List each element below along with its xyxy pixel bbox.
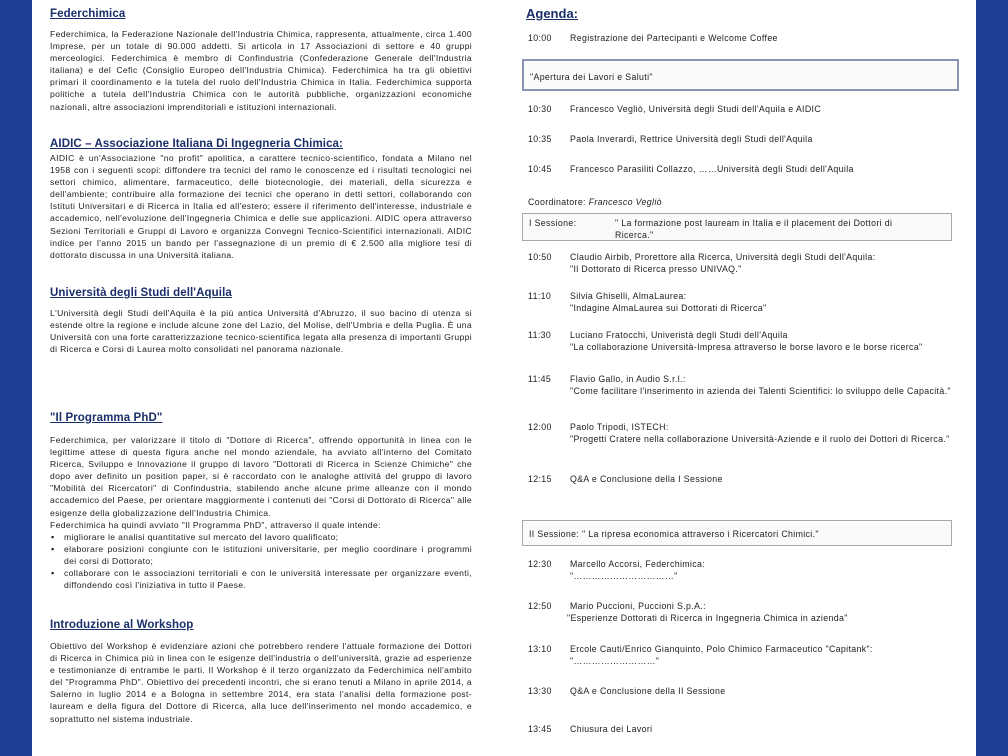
agenda-time: 11:10: [528, 291, 552, 301]
opening-title: "Apertura dei Lavori e Saluti": [530, 72, 653, 82]
session1-title: " La formazione post lauream in Italia e il placement dei Dottori di Ricerca.": [615, 218, 893, 241]
federchimica-heading: Federchimica: [50, 8, 126, 20]
univaq-heading: Università degli Studi dell'Aquila: [50, 287, 232, 299]
agenda-time: 11:45: [528, 374, 552, 384]
programma-heading: "Il Programma PhD": [50, 412, 163, 424]
session1-box: [522, 213, 952, 241]
intro-text: Obiettivo del Workshop è evidenziare azioni che potrebbero rendere l'attuale formazione dei Dottori di Ricerca in Chimica più in linea con le esigenze dell'industria o dell'università, grazie ad esperienze e testimonianze di entrambe le parti. Il Workshop è il terzo organizzato da Federchimica nell'ambito del "Programma PhD". Obiettivo dei precedenti incontri, che si erano tenuti a Milano in aprile 2014, a Salerno in luglio 2014 e a Bologna in settembre 2014, era stata l'analisi della formazione post-lauream e della figura del Dottore di Ricerca, alla luce dell'inserimento nel mondo accademico, e soprattutto nel sistema industriale.: [50, 641, 472, 724]
agenda-desc: Marcello Accorsi, Federchimica: "……………………………": [570, 559, 706, 582]
session1-label: I Sessione:: [529, 218, 577, 228]
agenda-time: 12:30: [528, 559, 552, 569]
agenda-title: Agenda:: [526, 6, 578, 21]
agenda-time: 10:30: [528, 104, 552, 114]
agenda-time: 11:30: [528, 330, 552, 340]
agenda-desc: Flavio Gallo, in Audio S.r.l.: "Come facilitare l'inserimento in azienda dei Talenti Scientifici: lo sviluppo delle Capacità.": [570, 374, 951, 397]
intro-heading: Introduzione al Workshop: [50, 619, 194, 631]
agenda-time: 12:15: [528, 474, 552, 484]
programma-bullets: [50, 531, 472, 591]
agenda-desc: Claudio Airbib, Prorettore alla Ricerca, Università degli Studi dell'Aquila: "Il Dottorato di Ricerca presso UNIVAQ.": [570, 252, 876, 275]
opening-box: [522, 59, 959, 91]
session2-box: [522, 520, 952, 546]
agenda-time: 10:45: [528, 164, 552, 174]
univaq-text: L'Università degli Studi dell'Aquila è la più antica Università d'Abruzzo, il suo bacino di utenza si estende oltre la regione e include alcune zone del Lazio, del Molise, dell'Umbria e della Puglia. È una Università con una forte caratterizzazione tecnico-scientifica legata alla presenza di importanti Gruppi di Ricerca e Corsi di Laurea molto consolidati nel panorama nazionale.: [50, 308, 472, 355]
agenda-time: 12:00: [528, 422, 552, 432]
agenda-desc: Francesco Parasiliti Collazzo, ……Università degli Studi dell'Aquila: [570, 164, 854, 174]
agenda-desc: Silvia Ghiselli, AlmaLaurea: "Indagine AlmaLaurea sui Dottorati di Ricerca": [570, 291, 767, 314]
list-item: ▪ collaborare con le associazioni territoriali e con le università interessate per organizzare eventi, diffondendo così l'iniziativa in tutto il Paese.: [64, 567, 472, 591]
agenda-time: 10:00: [528, 33, 552, 43]
agenda-time: 10:50: [528, 252, 552, 262]
coordinator-label: Coordinatore:: [528, 197, 589, 207]
agenda-desc: Paolo Tripodi, ISTECH: "Progetti Cratere nella collaborazione Università-Aziende e il ruolo dei Dottori di Ricerca.": [570, 422, 950, 445]
coordinator-name: Francesco Vegliò: [588, 197, 662, 207]
list-item: ▪ migliorare le analisi quantitative sul mercato del lavoro qualificato;: [64, 531, 472, 543]
agenda-desc: Chiusura dei Lavori: [570, 724, 653, 734]
aidic-heading: AIDIC – Associazione Italiana Di Ingegneria Chimica:: [50, 138, 343, 150]
agenda-time: 13:45: [528, 724, 552, 734]
agenda-time: 12:50: [528, 601, 552, 611]
agenda-desc: Q&A e Conclusione della II Sessione: [570, 686, 726, 696]
session2-label: II Sessione:: [529, 529, 580, 539]
agenda-desc: Registrazione dei Partecipanti e Welcome Coffee: [570, 33, 778, 43]
programma-text2: Federchimica ha quindi avviato "Il Programma PhD", attraverso il quale intende:: [50, 519, 381, 530]
coordinator: [528, 197, 662, 207]
aidic-text: AIDIC è un'Associazione "no profit" apolitica, a carattere tecnico-scientifico, fondata a Milano nel 1958 con i seguenti scopi: diffondere tra tecnici del ramo le conoscenze ed i risultati tecnologici nei settori chimico, alimentare, farmaceutico, delle biotecnologie, dei materiali, della sicurezza e dell'ambiente; contribuire alla formazione dei tecnici che operano in detti settori, collaborando con Istituti Universitari e di Ricerca in Italia ed all'estero; essere il riferimento dell'interesse, industriale e accademico, nell'evoluzione dell'Ingegneria Chimica e delle sue applicazioni. AIDIC opera attraverso Sezioni Territoriali e Gruppi di Lavoro e organizza Convegni Tecnico-Scientifici internazionali. AIDIC indice per l'anno 2015 un bando per l'assegnazione di un premio di € 2.500 alla migliore tesi di dottorato discussa in una Università italiana.: [50, 153, 472, 260]
programma-text: Federchimica, per valorizzare il titolo di "Dottore di Ricerca", offrendo opportunità in linea con le legittime attese di questa figura anche nel mondo aziendale, ha avviato all'interno del Comitato Ricerca, Sviluppo e Innovazione il gruppo di lavoro "Dottorati di Ricerca in Scienze Chimiche" che dopo aver definito un position paper, si è raccordato con le analoghe attività del gruppo di lavoro "Mobilità dei Ricercatori" di Confindustria, stabilendo anche alcune prime alleanze con il mondo accademico del Paese, per orientare maggiormente i contenuti dei "Corsi di Dottorato di Ricerca" alle esigenze della globalizzazione dell'Industria Chimica.: [50, 435, 472, 518]
list-item: ▪ elaborare posizioni congiunte con le istituzioni universitarie, per meglio coordinare i programmi dei corsi di Dottorato;: [64, 543, 472, 567]
agenda-desc: Luciano Fratocchi, Univeristà degli Studi dell'Aquila "La collaborazione Università-Impresa attraverso le borse lavoro e le borse ricerca": [570, 330, 923, 353]
agenda-desc: Francesco Vegliò, Università degli Studi dell'Aquila e AIDIC: [570, 104, 822, 114]
federchimica-text: Federchimica, la Federazione Nazionale dell'Industria Chimica, rappresenta, attualmente, circa 1.400 Imprese, per un totale di 90.000 addetti. Si articola in 17 Associazioni di settore e 40 gruppi merceologici. Federchimica è membro di Confindustria (Confederazione Generale dell'Industria italiana) e del Cefic (Consiglio Europeo dell'Industria Chimica). Federchimica ha tra gli obiettivi primari il coordinamento e la tutela del ruolo dell'Industria Chimica in Italia. Federchimica supporta politiche a tutela dell'Industria Chimica con le autorità pubbliche, organizzazioni economiche nazionali, altre associazioni imprenditoriali e istituzioni internazionali.: [50, 29, 472, 112]
agenda-desc: Q&A e Conclusione della I Sessione: [570, 474, 723, 484]
agenda-desc: Ercole Cauti/Enrico Gianquinto, Polo Chimico Farmaceutico "Capitank": "………………………": [570, 644, 873, 667]
brochure-page: [32, 0, 976, 756]
agenda-desc: Paola Inverardi, Rettrice Università degli Studi dell'Aquila: [570, 134, 813, 144]
agenda-time: 10:35: [528, 134, 552, 144]
programma-block: [50, 434, 472, 591]
agenda-time: 13:30: [528, 686, 552, 696]
session2-title: " La ripresa economica attraverso i Ricercatori Chimici.": [581, 529, 819, 539]
agenda-time: 13:10: [528, 644, 552, 654]
agenda-desc: Mario Puccioni, Puccioni S.p.A.: "Esperienze Dottorati di Ricerca in Ingegneria Chimica in azienda": [567, 601, 848, 624]
